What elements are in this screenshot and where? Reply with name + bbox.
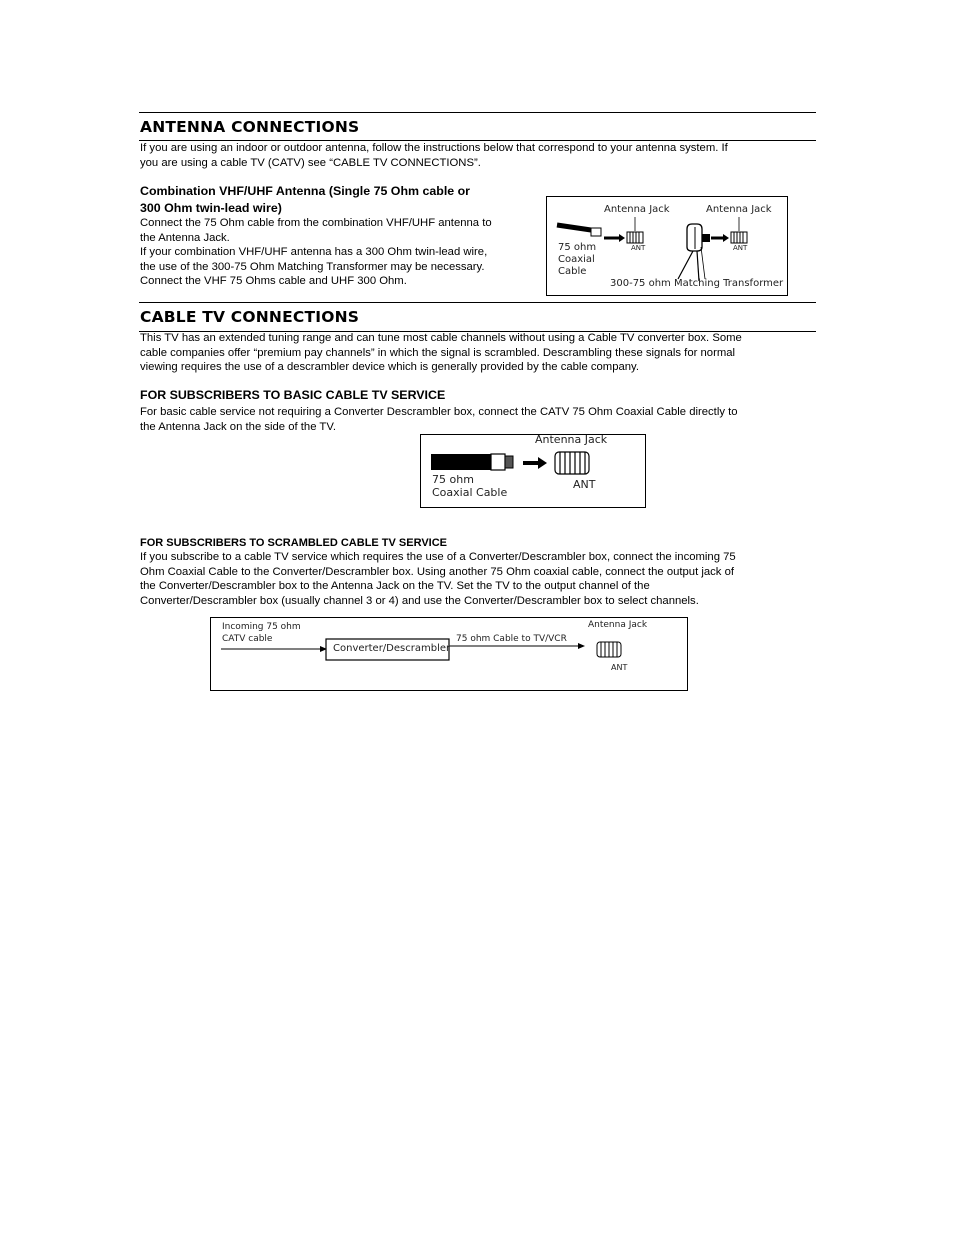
combo-body-line: Connect the 75 Ohm cable from the combination VHF/UHF antenna to — [140, 217, 492, 229]
coaxial-cable-label — [558, 242, 596, 278]
coaxial-cable-label — [432, 473, 507, 499]
antenna-jack-label: Antenna Jack — [535, 433, 608, 446]
ant-label: ANT — [573, 478, 596, 491]
converter-descrambler-box-label: Converter/Descrambler — [333, 643, 451, 654]
coaxial-cable-label-line: 75 ohm — [432, 473, 474, 486]
coaxial-cable-label-line: Coaxial Cable — [432, 486, 508, 499]
matching-transformer-label: 300-75 ohm Matching Transformer — [610, 278, 784, 289]
antenna-intro — [140, 141, 728, 170]
combo-heading-line: 300 Ohm twin-lead wire) — [140, 201, 282, 215]
scrambled-cable-body-line: If you subscribe to a cable TV service which requires the use of a Converter/Descrambler box, connect the incoming 75 — [140, 551, 736, 563]
coaxial-cable-label-line: Coaxial — [558, 254, 595, 265]
combo-body-line: If your combination VHF/UHF antenna has a 300 Ohm twin-lead wire, — [140, 246, 488, 259]
antenna-jack-label: Antenna Jack — [706, 204, 772, 215]
combo-heading-line: Combination VHF/UHF Antenna (Single 75 Ohm cable or — [140, 184, 470, 198]
ant-label: ANT — [733, 244, 748, 252]
basic-cable-body-line: For basic cable service not requiring a Converter Descrambler box, connect the CATV 75 Ohm Coaxial Cable directly to — [140, 406, 738, 418]
combo-body-line: the use of the 300-75 Ohm Matching Transformer may be necessary. — [140, 260, 485, 273]
basic-cable-heading: FOR SUBSCRIBERS TO BASIC CABLE TV SERVICE — [140, 388, 446, 402]
antenna-jack-label: Antenna Jack — [604, 204, 670, 215]
ant-label: ANT — [611, 663, 628, 672]
scrambled-cable-figure — [210, 617, 688, 691]
antenna-intro-line: you are using a cable TV (CATV) see “CABLE TV CONNECTIONS”. — [140, 156, 481, 169]
cable-top-rule — [139, 302, 816, 303]
coaxial-cable-label-line: Cable — [558, 266, 587, 277]
scrambled-cable-heading: FOR SUBSCRIBERS TO SCRAMBLED CABLE TV SERVICE — [140, 537, 448, 549]
basic-cable-figure — [420, 434, 646, 508]
combo-body-line: Connect the VHF 75 Ohms cable and UHF 300 Ohm. — [140, 275, 407, 288]
incoming-cable-label — [222, 621, 301, 645]
basic-cable-body — [140, 405, 738, 434]
antenna-jack-label: Antenna Jack — [588, 620, 648, 630]
combo-heading — [140, 183, 470, 217]
cable-intro-line: cable companies offer “premium pay channels” in which the signal is scrambled. Descrambling these signals for normal — [140, 346, 736, 359]
scrambled-cable-body-line: Ohm Coaxial Cable to the Converter/Descrambler box. Using another 75 Ohm coaxial cable, connect the output jack of — [140, 565, 735, 578]
antenna-intro-line: If you are using an indoor or outdoor antenna, follow the instructions below that correspond to your antenna system. If — [140, 142, 728, 154]
basic-cable-body-line: the Antenna Jack on the side of the TV. — [140, 420, 336, 433]
coaxial-cable-label-line: 75 ohm — [558, 242, 597, 253]
cable-intro-line: viewing requires the use of a descrambler device which is generally provided by the cable company. — [140, 361, 639, 374]
cable-intro — [140, 331, 742, 375]
cable-intro-line: This TV has an extended tuning range and can tune most cable channels without using a Cable TV converter box. Some — [140, 332, 742, 344]
cable-heading: CABLE TV CONNECTIONS — [140, 308, 360, 326]
cable-to-tv-label: 75 ohm Cable to TV/VCR — [456, 634, 567, 644]
incoming-cable-label-line: CATV cable — [222, 634, 273, 644]
ant-label: ANT — [631, 244, 646, 252]
top-rule — [139, 112, 816, 113]
scrambled-cable-body-line: Converter/Descrambler box (usually channel 3 or 4) and use the Converter/Descrambler box to select channels. — [140, 594, 699, 607]
antenna-heading: ANTENNA CONNECTIONS — [140, 118, 360, 136]
scrambled-cable-body-line: the Converter/Descrambler box to the Antenna Jack on the TV. Set the TV to the output channel of the — [140, 580, 650, 593]
incoming-cable-label-line: Incoming 75 ohm — [222, 622, 301, 632]
combo-body — [140, 216, 492, 289]
combo-body-line: the Antenna Jack. — [140, 231, 230, 244]
combo-antenna-figure — [546, 196, 788, 296]
scrambled-cable-body — [140, 550, 736, 608]
